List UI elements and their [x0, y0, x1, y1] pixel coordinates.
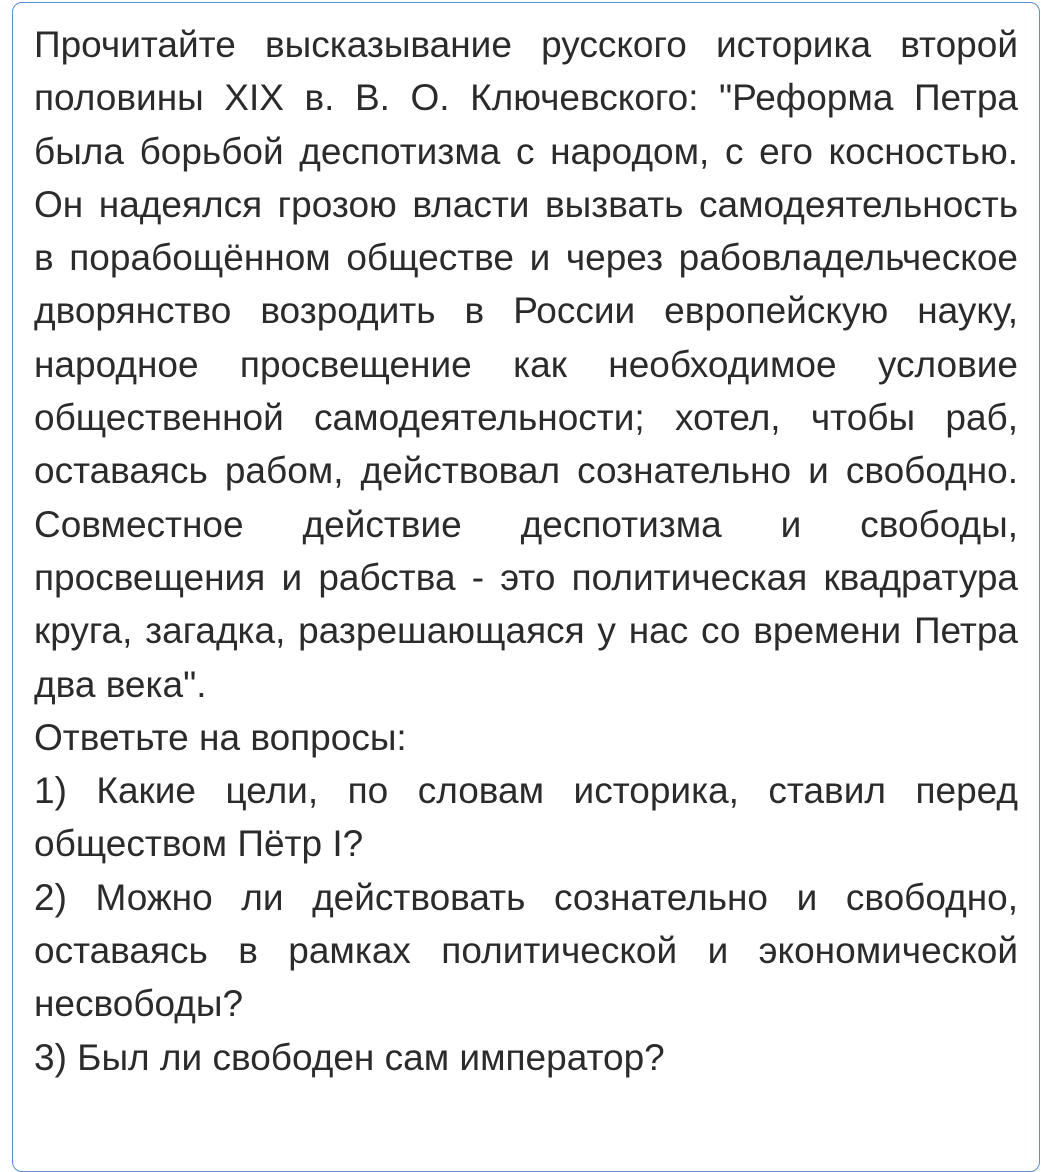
- question-item-2: 2) Можно ли действовать сознательно и свободно, оставаясь в рамках политической и экономической несвободы?: [34, 876, 1018, 1025]
- quote-paragraph: Прочитайте высказывание русского историка второй половины XIX в. В. О. Ключевского: "Реформа Петра была борьбой деспотизма с народом, с его косностью. Он надеялся грозою власти вызвать самодеятельность в порабощённом обществе и через рабовладельческое дворянство возродить в России европейскую науку, народное просвещение как необходимое условие общественной самодеятельности; хотел, чтобы раб, оставаясь рабом, действовал сознательно и свободно. Совместное действие деспотизма и свободы, просвещения и рабства - это политическая квадратура круга, загадка, разрешающаяся у нас со времени Петра два века".: [34, 24, 1018, 705]
- question-item-3: 3) Был ли свободен сам император?: [34, 1036, 665, 1078]
- question-item-1: 1) Какие цели, по словам историка, ставил перед обществом Пётр I?: [34, 770, 1018, 865]
- answer-prompt: Ответьте на вопросы:: [34, 716, 407, 758]
- question-text: [34, 18, 1018, 1084]
